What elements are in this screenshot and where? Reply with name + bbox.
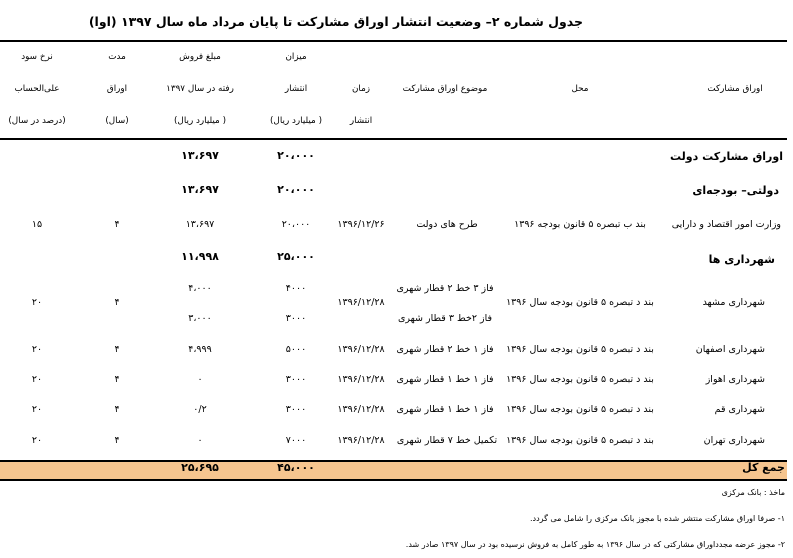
header-sold-3: ( میلیارد ریال) bbox=[173, 116, 227, 126]
row-qom-subject: فاز ۱ خط ۱ قطار شهری bbox=[396, 404, 494, 415]
row-ahvaz-date: ۱۳۹۶/۱۲/۲۸ bbox=[337, 374, 385, 385]
row-ahvaz-subject: فاز ۱ خط ۱ قطار شهری bbox=[396, 374, 494, 385]
footnote-1: ۱- صرفا اوراق مشارکت منتشر شده با مجوز بانک مرکزی را شامل می گردد. bbox=[530, 514, 785, 523]
row-qom-place: بند د تبصره ۵ قانون بودجه سال ۱۳۹۶ bbox=[506, 404, 654, 415]
row-ahvaz-place: بند د تبصره ۵ قانون بودجه سال ۱۳۹۶ bbox=[506, 374, 654, 385]
row-isfahan-issue: ۵۰۰۰ bbox=[285, 344, 307, 355]
row-mof-rate: ۱۵ bbox=[31, 219, 43, 230]
row-budget-name: دولتی– بودجه‌ای bbox=[692, 184, 779, 197]
row-mashhad-issue-1: ۴۰۰۰ bbox=[285, 283, 307, 294]
header-issue-amount-1: میزان bbox=[285, 52, 307, 62]
row-qom-name: شهرداری قم bbox=[714, 404, 765, 415]
row-mashhad-subject-1: فاز ۳ خط ۲ قطار شهری bbox=[396, 283, 494, 294]
row-tehran-sold: ۰ bbox=[197, 435, 203, 446]
row-isfahan-rate: ۲۰ bbox=[31, 344, 43, 355]
row-mashhad-issue-2: ۳۰۰۰ bbox=[285, 313, 307, 324]
row-mashhad-sold-1: ۴،۰۰۰ bbox=[188, 283, 212, 294]
row-tehran-subject: تکمیل خط ۷ قطار شهری bbox=[396, 435, 498, 446]
row-qom-issue: ۳۰۰۰ bbox=[285, 404, 307, 415]
header-term-2: اوراق bbox=[106, 84, 128, 94]
row-budget-issue: ۲۰،۰۰۰ bbox=[277, 183, 315, 196]
header-rate-2: علی‌الحساب bbox=[14, 84, 60, 94]
row-isfahan-place: بند د تبصره ۵ قانون بودجه سال ۱۳۹۶ bbox=[506, 344, 654, 355]
header-sold-2: رفته در سال ۱۳۹۷ bbox=[166, 84, 234, 94]
row-muni-sold: ۱۱،۹۹۸ bbox=[181, 250, 219, 263]
row-qom-term: ۴ bbox=[114, 404, 120, 415]
row-muni-name: شهرداری ها bbox=[708, 253, 775, 266]
row-tehran-place: بند د تبصره ۵ قانون بودجه سال ۱۳۹۶ bbox=[506, 435, 654, 446]
header-term-3: (سال) bbox=[105, 116, 129, 126]
row-gov-sold: ۱۳،۶۹۷ bbox=[181, 149, 219, 162]
header-issue-amount-3: ( میلیارد ریال) bbox=[269, 116, 323, 126]
row-qom-date: ۱۳۹۶/۱۲/۲۸ bbox=[337, 404, 385, 415]
row-mashhad-place: بند د تبصره ۵ قانون بودجه سال ۱۳۹۶ bbox=[506, 297, 654, 308]
header-bottom-rule bbox=[0, 138, 787, 140]
row-mof-date: ۱۳۹۶/۱۲/۲۶ bbox=[337, 219, 385, 230]
row-isfahan-date: ۱۳۹۶/۱۲/۲۸ bbox=[337, 344, 385, 355]
row-mof-term: ۴ bbox=[114, 219, 120, 230]
row-mof-place: بند ب تبصره ۵ قانون بودجه ۱۳۹۶ bbox=[514, 219, 646, 230]
row-qom-rate: ۲۰ bbox=[31, 404, 43, 415]
row-isfahan-term: ۴ bbox=[114, 344, 120, 355]
header-sold-1: مبلغ فروش bbox=[179, 52, 221, 62]
row-gov-issue: ۲۰،۰۰۰ bbox=[277, 149, 315, 162]
header-issue-time-1: زمان bbox=[351, 84, 371, 94]
total-row bbox=[0, 460, 787, 481]
row-mof-sold: ۱۳،۶۹۷ bbox=[185, 219, 215, 230]
row-ahvaz-rate: ۲۰ bbox=[31, 374, 43, 385]
total-label: جمع کل bbox=[742, 461, 785, 474]
row-muni-issue: ۲۵،۰۰۰ bbox=[277, 250, 315, 263]
row-isfahan-subject: فاز ۱ خط ۲ قطار شهری bbox=[396, 344, 494, 355]
row-qom-sold: ۰/۲ bbox=[193, 404, 207, 415]
header-place: محل bbox=[571, 84, 589, 94]
header-participation-bonds: اوراق مشارکت bbox=[707, 84, 763, 94]
table-title: جدول شماره ۲– وضعیت انتشار اوراق مشارکت تا پایان مرداد ماه سال ۱۳۹۷ (اوا) bbox=[88, 14, 583, 29]
row-ahvaz-name: شهرداری اهواز bbox=[705, 374, 765, 385]
row-tehran-term: ۴ bbox=[114, 435, 120, 446]
row-ahvaz-issue: ۳۰۰۰ bbox=[285, 374, 307, 385]
source-note: ماخذ : بانک مرکزی bbox=[721, 488, 785, 497]
header-term-1: مدت bbox=[108, 52, 126, 62]
header-rate-1: نرخ سود bbox=[21, 52, 53, 62]
header-issue-time-2: انتشار bbox=[349, 116, 373, 126]
row-tehran-issue: ۷۰۰۰ bbox=[285, 435, 307, 446]
row-ahvaz-sold: ۰ bbox=[197, 374, 203, 385]
total-sold: ۲۵،۶۹۵ bbox=[181, 461, 219, 474]
row-budget-sold: ۱۳،۶۹۷ bbox=[181, 183, 219, 196]
row-mof-subject: طرح های دولت bbox=[416, 219, 478, 230]
row-isfahan-sold: ۴،۹۹۹ bbox=[188, 344, 212, 355]
row-isfahan-name: شهرداری اصفهان bbox=[695, 344, 765, 355]
header-subject: موضوع اوراق مشارکت bbox=[402, 84, 488, 94]
row-mashhad-term: ۴ bbox=[114, 297, 120, 308]
row-mashhad-rate: ۲۰ bbox=[31, 297, 43, 308]
row-tehran-date: ۱۳۹۶/۱۲/۲۸ bbox=[337, 435, 385, 446]
row-tehran-name: شهرداری تهران bbox=[703, 435, 765, 446]
row-mashhad-sold-2: ۳،۰۰۰ bbox=[188, 313, 212, 324]
row-mashhad-date: ۱۳۹۶/۱۲/۲۸ bbox=[337, 297, 385, 308]
row-mashhad-name: شهرداری مشهد bbox=[702, 297, 765, 308]
row-mof-issue: ۲۰،۰۰۰ bbox=[281, 219, 311, 230]
row-mof-name: وزارت امور اقتصاد و دارایی bbox=[671, 219, 781, 230]
header-rate-3: (درصد در سال) bbox=[8, 116, 66, 126]
row-gov-name: اوراق مشارکت دولت bbox=[670, 150, 783, 163]
row-ahvaz-term: ۴ bbox=[114, 374, 120, 385]
total-issue: ۴۵،۰۰۰ bbox=[277, 461, 315, 474]
header-issue-amount-2: انتشار bbox=[284, 84, 308, 94]
row-mashhad-subject-2: فاز ۲خط ۳ قطار شهری bbox=[397, 313, 493, 324]
header-top-rule bbox=[0, 40, 787, 42]
footnote-2: ۲- مجوز عرضه مجدداوراق مشارکتی که در سال ۱۳۹۶ به طور کامل به فروش نرسیده بود در سال ۱۳۹۷ صادر شد. bbox=[405, 540, 785, 549]
row-tehran-rate: ۲۰ bbox=[31, 435, 43, 446]
